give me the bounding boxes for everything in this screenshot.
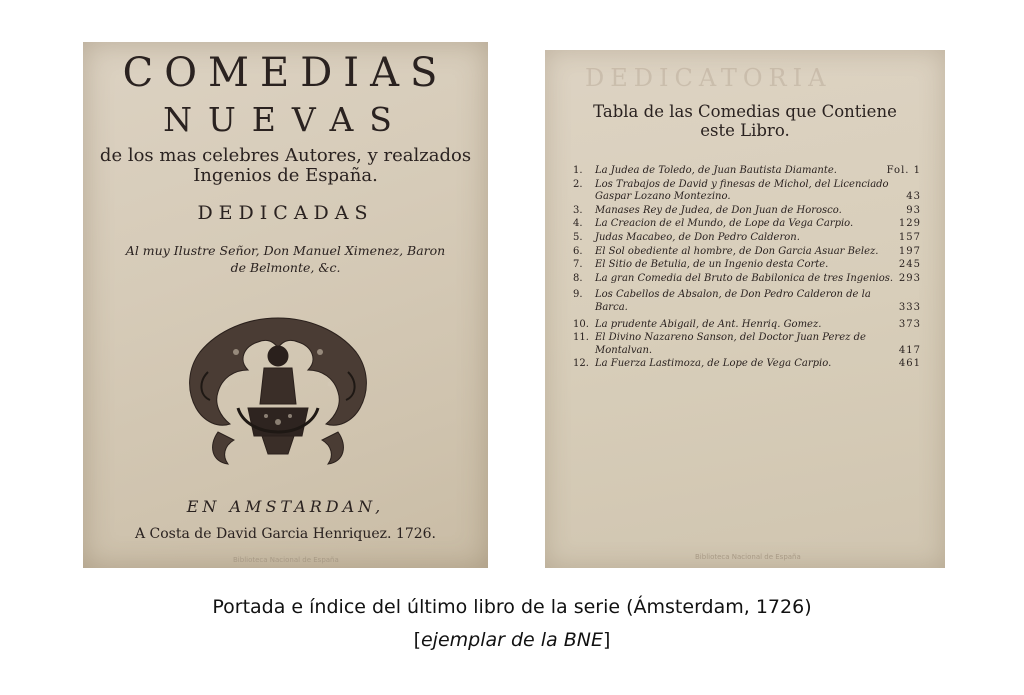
index-entry-folio: 157 [898, 231, 921, 243]
subtitle-line-2: Ingenios de España. [193, 165, 378, 186]
index-entry-number: 4. [573, 218, 583, 230]
index-entry [573, 358, 921, 371]
index-entry-title: La gran Comedia del Bruto de Babilonica de tres Ingenios. [595, 272, 894, 284]
index-heading [545, 102, 945, 140]
caption-source-italic: ejemplar de la BNE [420, 629, 603, 651]
index-entry [573, 289, 921, 314]
title-line-2: NUEVAS [163, 100, 408, 139]
index-entry-title: Los Cabellos de Absalon, de Don Pedro Calderon de la Barca. [595, 289, 871, 313]
index-entry [573, 246, 921, 259]
index-entry-title: Judas Macabeo, de Don Pedro Calderon. [595, 231, 800, 243]
index-page-image [545, 50, 945, 568]
index-entry [573, 179, 921, 204]
title-line-1: COMEDIAS [122, 50, 449, 96]
index-entry [573, 259, 921, 272]
printers-ornament-icon [178, 312, 378, 472]
index-entry-folio: 93 [906, 204, 921, 216]
caption-bracket-open: [ [413, 629, 421, 651]
dedication-line-2: de Belmonte, &c. [230, 260, 341, 275]
subtitle-line-1: de los mas celebres Autores, y realzados [99, 145, 472, 166]
index-entry-title: El Sitio de Betulia, de un Ingenio desta Corte. [595, 259, 829, 271]
subtitle [83, 146, 488, 186]
index-entry-title: Los Trabajos de David y finesas de Michol, del Licenciado Gaspar Lozano Montezino. [595, 178, 889, 203]
index-entry-number: 12. [573, 358, 589, 370]
index-entry [573, 273, 921, 286]
index-entry-title: Manases Rey de Judea, de Don Juan de Horosco. [595, 204, 842, 216]
dedication-text [83, 242, 488, 276]
index-entry-number: 3. [573, 204, 583, 216]
index-entry-folio: 129 [898, 218, 921, 230]
index-entry-title: La Creacion de el Mundo, de Lope da Vega Carpio. [595, 218, 854, 230]
index-entry-folio: 197 [898, 245, 921, 257]
figure-caption: Portada e índice del último libro de la serie (Ámsterdam, 1726) [212, 596, 812, 618]
index-entry-folio: 417 [898, 344, 921, 356]
index-entry-folio: 333 [898, 301, 921, 313]
index-entry [573, 319, 921, 332]
index-entry-title: La prudente Abigail, de Ant. Henriq. Gomez. [595, 318, 822, 330]
index-entry [573, 332, 921, 357]
index-entry-folio: 373 [898, 318, 921, 330]
index-entry-folio: 461 [898, 358, 921, 370]
index-entry [573, 218, 921, 231]
index-heading-line-2: este Libro. [700, 121, 790, 140]
title-page-image [83, 42, 488, 568]
index-entry-folio: 293 [898, 272, 921, 284]
index-entry-number: 1. [573, 165, 583, 176]
index-entry-title: La Judea de Toledo, de Juan Bautista Diamante. [595, 165, 837, 176]
index-entry-number: 9. [573, 289, 583, 301]
index-entry-folio: 43 [906, 191, 921, 203]
bleed-through-text: DEDICATORIA [585, 64, 832, 92]
index-entry [573, 232, 921, 245]
index-entry-folio: Fol. 1 [886, 165, 921, 176]
index-entry-number: 11. [573, 332, 589, 344]
imprint-printer: A Costa de David Garcia Henriquez. 1726. [134, 526, 436, 542]
index-entry-number: 2. [573, 178, 583, 190]
index-entry [573, 165, 921, 178]
imprint-place: EN AMSTARDAN, [186, 497, 385, 516]
bleed-through-text-lower [605, 450, 925, 464]
index-entry [573, 205, 921, 218]
library-watermark: Biblioteca Nacional de España [233, 556, 339, 564]
index-entry-number: 8. [573, 272, 583, 284]
index-entries-list [573, 165, 921, 372]
index-entry-title: El Sol obediente al hombre, de Don Garcia Asuar Belez. [595, 245, 879, 257]
caption-bracket-close: ] [603, 629, 611, 651]
index-heading-line-1: Tabla de las Comedias que Contiene [593, 102, 897, 121]
index-entry-title: La Fuerza Lastimoza, de Lope de Vega Carpio. [595, 358, 832, 370]
index-entry-number: 10. [573, 318, 589, 330]
index-entry-number: 7. [573, 259, 583, 271]
library-watermark: Biblioteca Nacional de España [695, 553, 801, 561]
index-entry-folio: 245 [898, 259, 921, 271]
dedication-heading: DEDICADAS [197, 202, 374, 224]
index-entry-number: 6. [573, 245, 583, 257]
figure-caption-source [0, 629, 1024, 651]
index-entry-number: 5. [573, 231, 583, 243]
dedication-line-1: Al muy Ilustre Señor, Don Manuel Ximenez, Baron [125, 243, 446, 258]
index-entry-title: El Divino Nazareno Sanson, del Doctor Juan Perez de Montalvan. [595, 332, 866, 356]
